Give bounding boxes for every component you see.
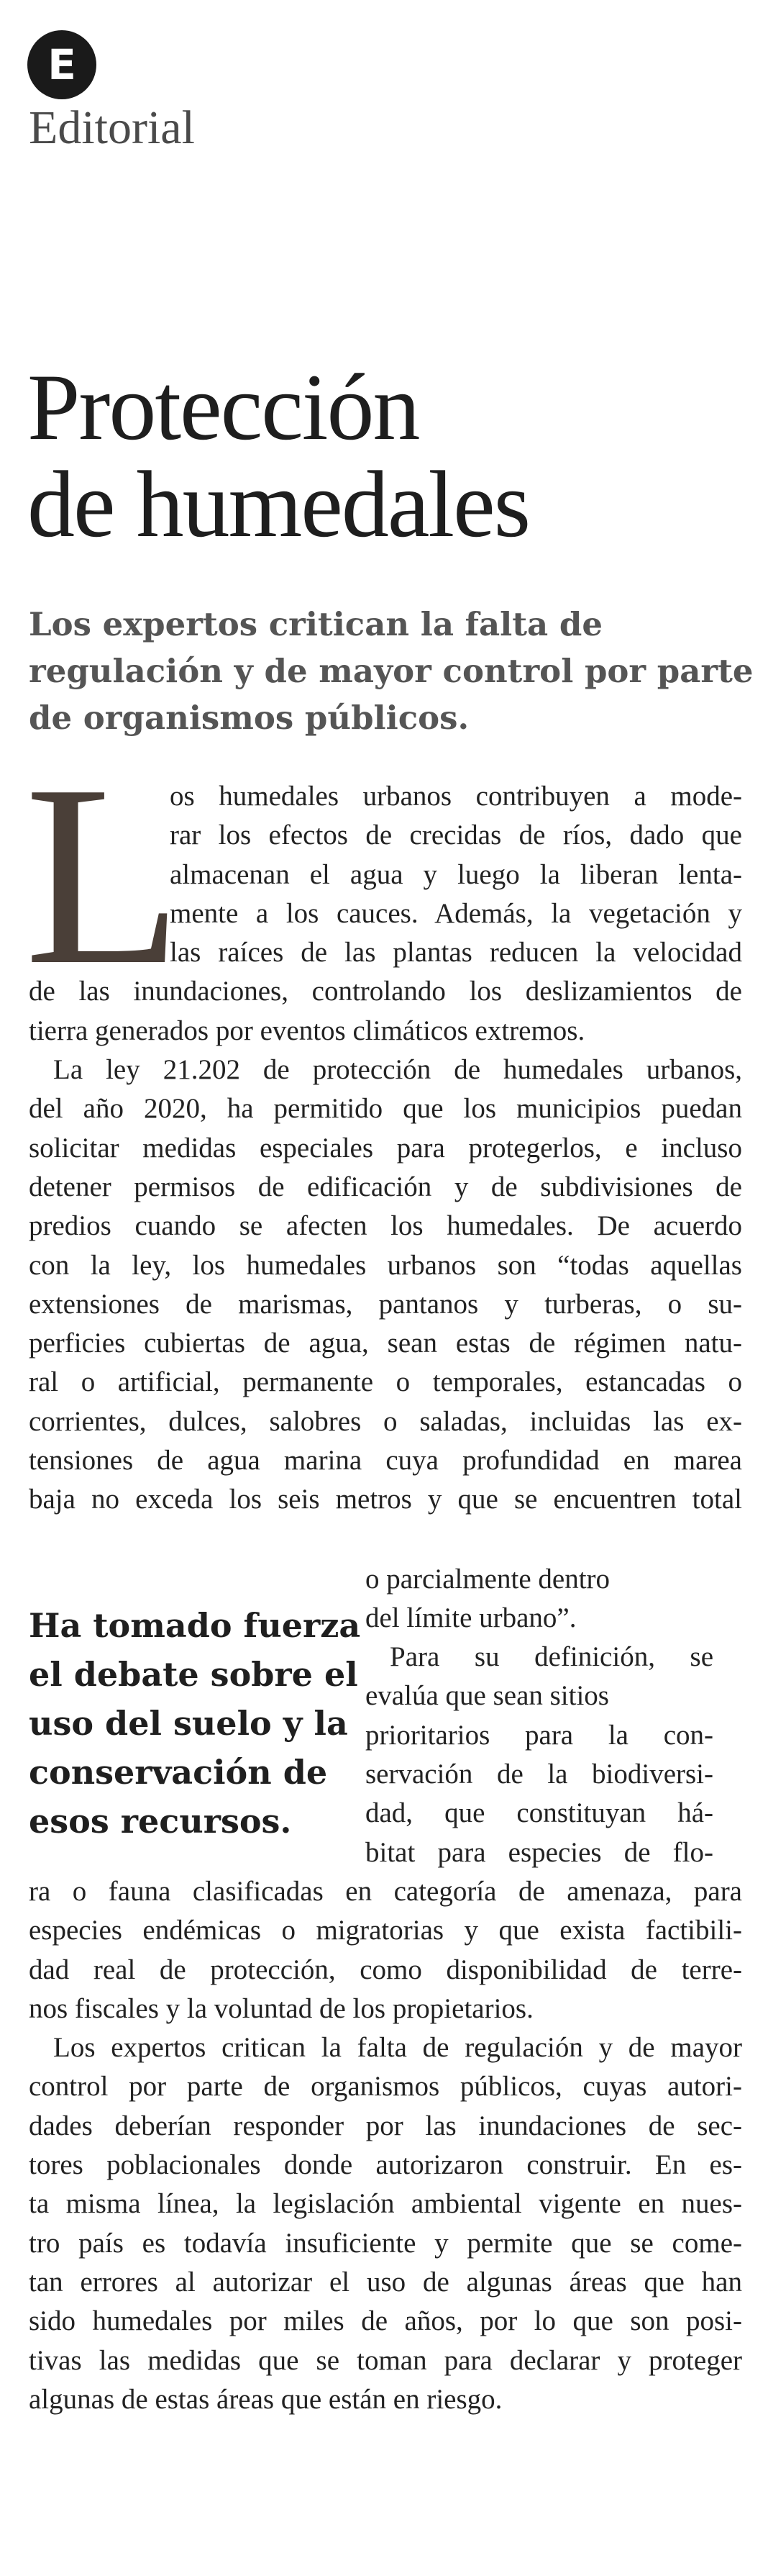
body-line: Para su definición, se bbox=[390, 1641, 713, 1673]
body-line: tores poblacionales donde autorizaron construir. En es- bbox=[29, 2149, 742, 2181]
deck-line: Los expertos critican la falta de bbox=[29, 605, 603, 643]
article-body bbox=[24, 731, 742, 1520]
body-line: prioritarios para la con- bbox=[365, 1719, 713, 1751]
body-line: almacenan el agua y luego la liberan lenta- bbox=[170, 858, 742, 890]
body-line: tensiones de agua marina cuya profundidad en marea bbox=[29, 1445, 742, 1477]
body-line: Los expertos critican la falta de regulación y de mayor bbox=[53, 2032, 742, 2064]
deck-subtitle bbox=[29, 601, 754, 741]
body-line: ta misma línea, la legislación ambiental vigente en nues- bbox=[29, 2188, 742, 2220]
body-line: detener permisos de edificación y de subdivisiones de bbox=[29, 1171, 742, 1202]
headline bbox=[27, 354, 739, 557]
body-line: baja no exceda los seis metros y que se encuentren total bbox=[29, 1484, 742, 1515]
body-line: tivas las medidas que se toman para declarar y proteger bbox=[29, 2344, 742, 2376]
body-line: solicitar medidas especiales para protegerlos, e incluso bbox=[29, 1132, 742, 1164]
narrow-column bbox=[365, 1560, 713, 1872]
body-line: extensiones de marismas, pantanos y turberas, o su- bbox=[29, 1288, 742, 1320]
body-line: predios cuando se afecten los humedales. De acuerdo bbox=[29, 1210, 742, 1242]
body-line: evalúa que sean sitios bbox=[365, 1680, 609, 1712]
article-body-continued bbox=[29, 1872, 742, 2419]
pull-quote bbox=[29, 1601, 360, 1846]
body-line: nos fiscales y la voluntad de los propietarios. bbox=[29, 1992, 534, 2024]
body-line: os humedales urbanos contribuyen a mode- bbox=[170, 781, 742, 812]
body-line: corrientes, dulces, salobres o saladas, incluidas las ex- bbox=[29, 1405, 742, 1437]
headline-line: Protección bbox=[27, 354, 419, 460]
pull-quote-line: uso del suelo y la bbox=[29, 1704, 348, 1743]
pull-quote-line: esos recursos. bbox=[29, 1802, 292, 1841]
section-name: Editorial bbox=[29, 101, 195, 154]
section-badge: E bbox=[27, 30, 96, 99]
body-line: sido humedales por miles de años, por lo que son posi- bbox=[29, 2305, 742, 2337]
pull-quote-line: conservación de bbox=[29, 1753, 328, 1792]
body-line: ral o artificial, permanente o temporales, estancadas o bbox=[29, 1366, 742, 1398]
body-line: o parcialmente dentro bbox=[365, 1563, 611, 1595]
drop-cap-letter: L bbox=[24, 731, 183, 1018]
body-line: tro país es todavía insuficiente y permite que se come- bbox=[29, 2227, 742, 2259]
body-line: con la ley, los humedales urbanos son “todas aquellas bbox=[29, 1249, 742, 1281]
body-line: del año 2020, ha permitido que los municipios puedan bbox=[29, 1093, 742, 1125]
body-line: control por parte de organismos públicos, cuyas autori- bbox=[29, 2071, 742, 2103]
body-line: tan errores al autorizar el uso de algunas áreas que han bbox=[29, 2266, 742, 2298]
deck-line: de organismos públicos. bbox=[29, 699, 470, 737]
body-line: algunas de estas áreas que están en riesgo. bbox=[29, 2383, 503, 2415]
body-line: dades deberían responder por las inundaciones de sec- bbox=[29, 2110, 742, 2141]
body-line: especies endémicas o migratorias y que exista factibili- bbox=[29, 1915, 742, 1946]
body-line: ra o fauna clasificadas en categoría de amenaza, para bbox=[29, 1876, 742, 1907]
headline-line: de humedales bbox=[27, 451, 530, 557]
body-line: mente a los cauces. Además, la vegetación y bbox=[170, 897, 742, 929]
body-line: del límite urbano”. bbox=[365, 1602, 577, 1633]
body-line: La ley 21.202 de protección de humedales urbanos, bbox=[53, 1054, 742, 1086]
body-line: tierra generados por eventos climáticos extremos. bbox=[29, 1015, 585, 1046]
body-line: las raíces de las plantas reducen la velocidad bbox=[170, 937, 742, 969]
pull-quote-line: Ha tomado fuerza bbox=[29, 1606, 361, 1645]
deck-line: regulación y de mayor control por parte bbox=[29, 652, 754, 690]
body-line: bitat para especies de flo- bbox=[365, 1836, 713, 1868]
body-line: dad real de protección, como disponibilidad de terre- bbox=[29, 1954, 742, 1985]
pull-quote-line: el debate sobre el bbox=[29, 1655, 358, 1694]
body-line: de las inundaciones, controlando los deslizamientos de bbox=[29, 976, 742, 1007]
drop-cap bbox=[24, 731, 183, 1018]
body-line: perficies cubiertas de agua, sean estas de régimen natu- bbox=[29, 1328, 742, 1359]
body-line: servación de la biodiversi- bbox=[365, 1759, 713, 1790]
body-line: rar los efectos de crecidas de ríos, dado que bbox=[170, 820, 742, 851]
body-line: dad, que constituyan há- bbox=[365, 1797, 713, 1829]
